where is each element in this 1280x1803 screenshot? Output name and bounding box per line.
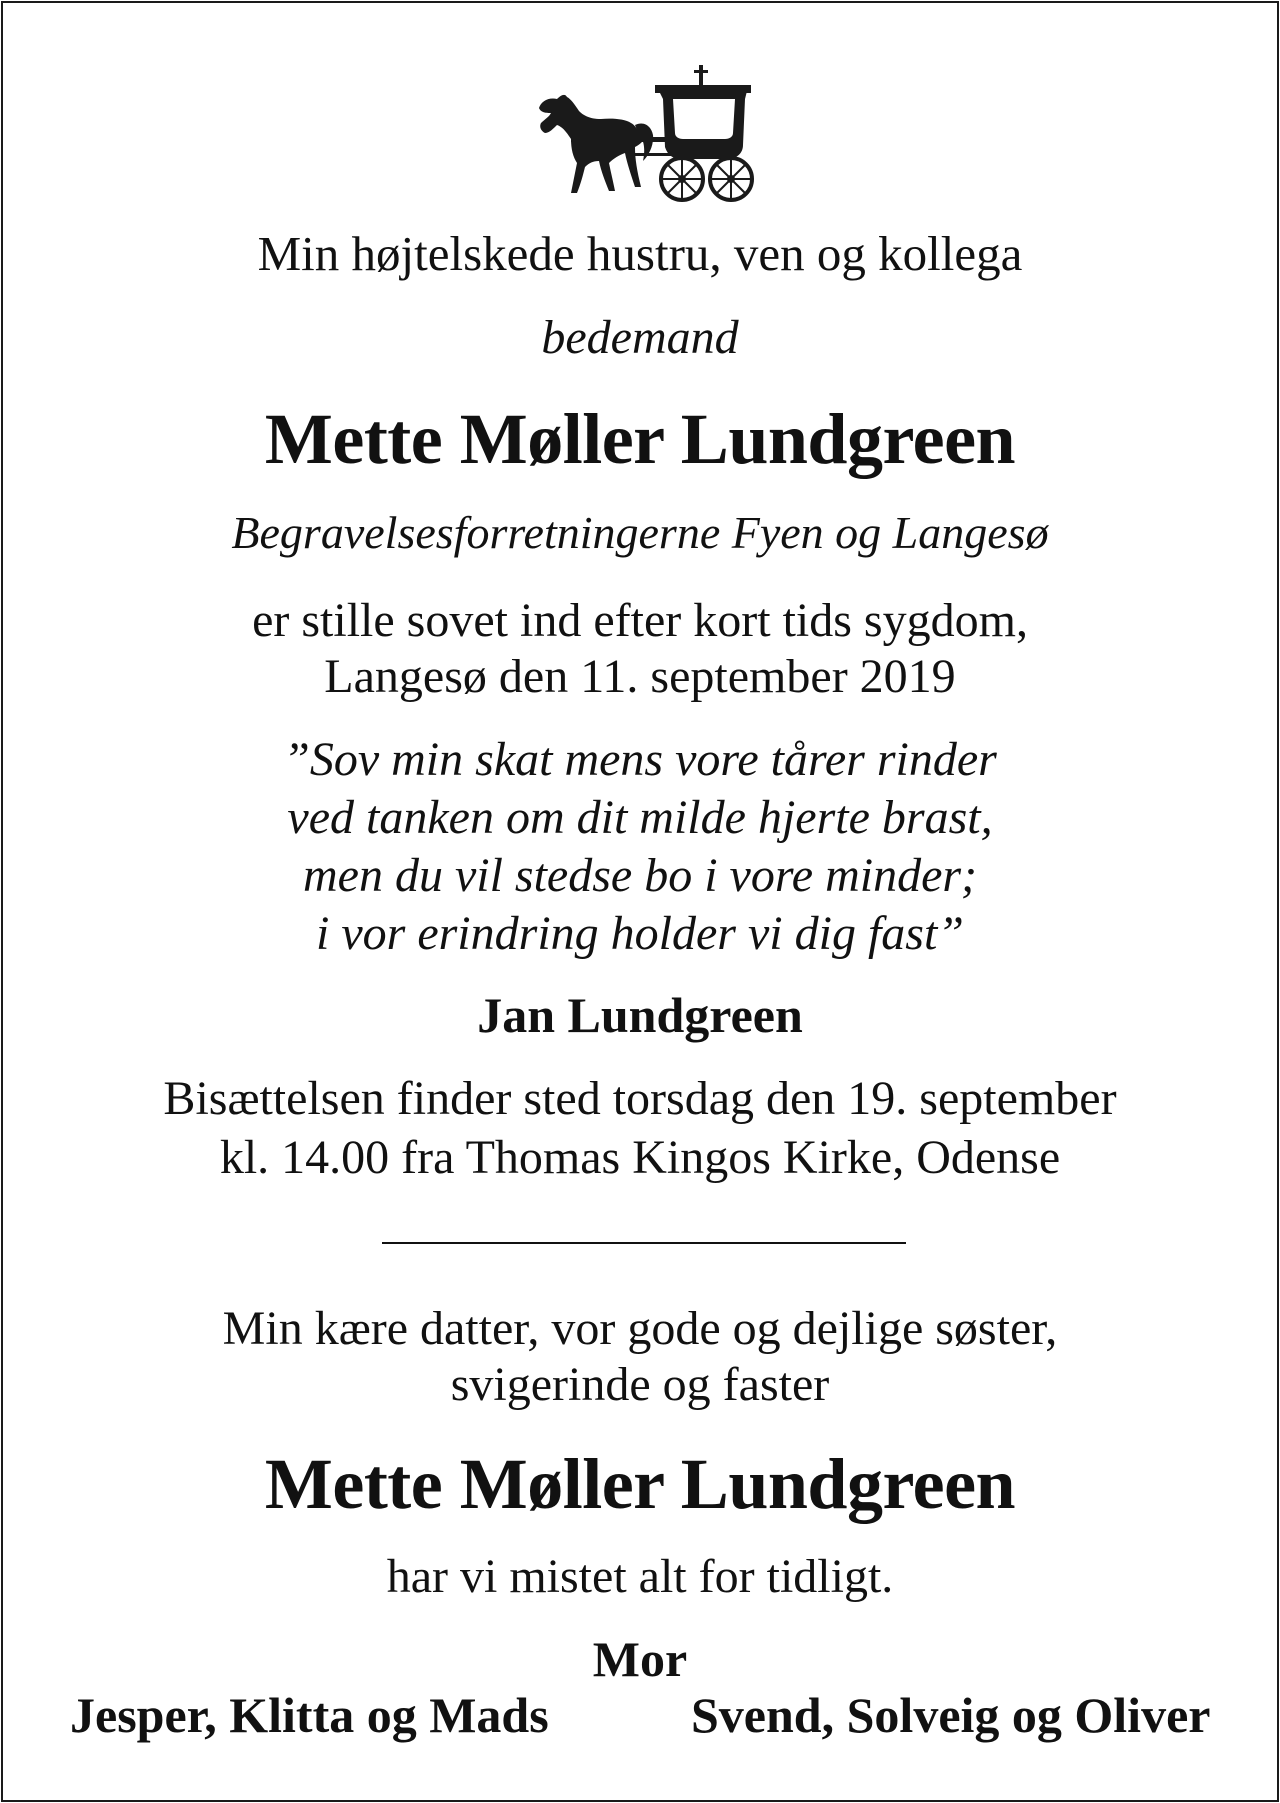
- death-line: Langesø den 11. september 2019: [324, 650, 956, 703]
- family-signers-left: Jesper, Klitta og Mads: [70, 1687, 549, 1743]
- signer-name: Jan Lundgreen: [477, 987, 803, 1043]
- funeral-details: [3, 1069, 1277, 1187]
- funeral-line: kl. 14.00 fra Thomas Kingos Kirke, Odense: [219, 1131, 1061, 1184]
- horse-drawn-hearse-icon: [531, 63, 755, 205]
- second-opening-line: Min kære datter, vor gode og dejlige søster,: [222, 1302, 1058, 1355]
- funeral-line: Bisættelsen finder sted torsdag den 19. september: [163, 1072, 1117, 1125]
- deceased-name-second: Mette Møller Lundgreen: [264, 1444, 1016, 1524]
- second-opening: [3, 1301, 1277, 1413]
- second-opening-line: svigerinde og faster: [450, 1358, 830, 1411]
- signer-mother: Mor: [592, 1631, 688, 1687]
- deceased-name: Mette Møller Lundgreen: [264, 399, 1016, 479]
- occupation: bedemand: [541, 311, 739, 364]
- verse-line: ved tanken om dit milde hjerte brast,: [287, 791, 993, 844]
- obituary-notice: [1, 1, 1279, 1802]
- divider-line: [382, 1242, 906, 1244]
- verse-line: men du vil stedse bo i vore minder;: [302, 849, 978, 902]
- company-name: Begravelsesforretningerne Fyen og Langesø: [231, 507, 1049, 558]
- death-announcement: [3, 593, 1277, 705]
- lost-line: har vi mistet alt for tidligt.: [386, 1550, 894, 1603]
- opening-line: Min højtelskede hustru, ven og kollega: [257, 226, 1023, 281]
- verse-line: ”Sov min skat mens vore tårer rinder: [283, 733, 997, 786]
- family-signers-right: Svend, Solveig og Oliver: [691, 1687, 1211, 1743]
- memorial-verse: [3, 731, 1277, 963]
- verse-line: i vor erindring holder vi dig fast”: [316, 907, 964, 960]
- death-line: er stille sovet ind efter kort tids sygdom,: [252, 594, 1028, 647]
